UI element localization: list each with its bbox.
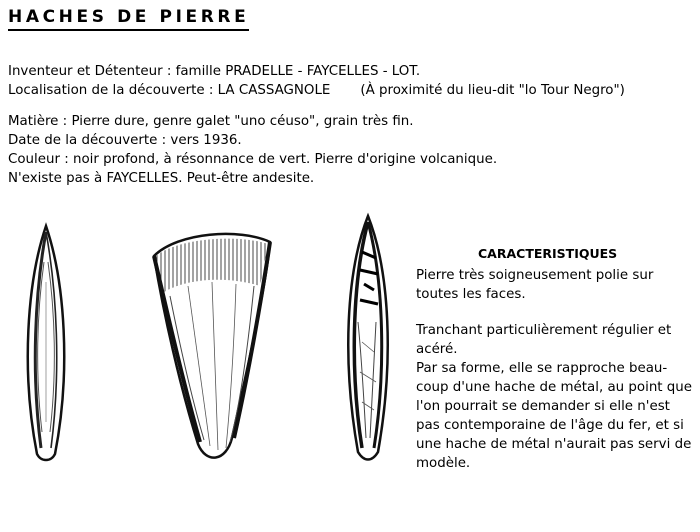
localisation-note: (À proximité du lieu-dit "lo Tour Negro") bbox=[360, 83, 625, 98]
text-line: acéré. bbox=[416, 342, 458, 357]
text-line: une hache de métal n'aurait pas servi de bbox=[416, 437, 692, 452]
text-line: toutes les faces. bbox=[416, 287, 526, 302]
text-line: l'on pourrait se demander si elle n'est bbox=[416, 399, 670, 414]
caracteristiques-text bbox=[416, 321, 692, 473]
date-line: Date de la découverte : vers 1936. bbox=[8, 133, 242, 148]
localisation-text: Localisation de la découverte : LA CASSAGNOLE bbox=[8, 83, 331, 98]
text-line: Tranchant particulièrement régulier et bbox=[416, 323, 672, 338]
caracteristiques-text bbox=[416, 266, 653, 304]
inventeur-line: Inventeur et Détenteur : famille PRADELLE - FAYCELLES - LOT. bbox=[8, 64, 421, 79]
caracteristiques-heading: CARACTERISTIQUES bbox=[478, 246, 618, 261]
text-line: coup d'une hache de métal, au point que bbox=[416, 380, 693, 395]
text-line: Pierre très soigneusement polie sur bbox=[416, 268, 654, 283]
axe-front-view-drawing bbox=[148, 226, 276, 468]
axe-side-view-drawing bbox=[15, 222, 77, 464]
axe-back-view-drawing bbox=[338, 212, 398, 464]
origine-line: N'existe pas à FAYCELLES. Peut-être andesite. bbox=[8, 171, 315, 186]
text-line: pas contemporaine de l'âge du fer, et si bbox=[416, 418, 684, 433]
matiere-line: Matière : Pierre dure, genre galet "uno céuso", grain très fin. bbox=[8, 114, 414, 129]
text-line: modèle. bbox=[416, 456, 471, 471]
text-line: Par sa forme, elle se rapproche beau- bbox=[416, 361, 668, 376]
couleur-line: Couleur : noir profond, à résonnance de vert. Pierre d'origine volcanique. bbox=[8, 152, 498, 167]
page-title: HACHES DE PIERRE bbox=[8, 6, 249, 31]
localisation-line bbox=[8, 82, 625, 100]
